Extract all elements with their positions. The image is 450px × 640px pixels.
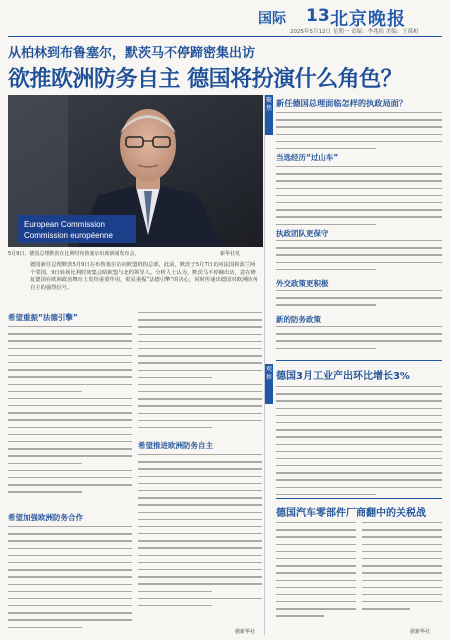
newspaper-logo: 北京晚报 (330, 9, 406, 30)
summary-text: 德国新任总理默茨5月9日在布鲁塞尔访问欧盟机构总部，此前，默茨于5月7日访问法国和波兰两个邻国，9日转场比利时密集会晤欧盟与北约领导人。分析人士认为，默茨马不停蹄出访，意在修复德国在欧洲政治舞台上发挥重要作用，彰显重振“法德引擎”的决心，同时传递出德国对欧洲防务自主的强烈信号。 (30, 262, 258, 291)
news-photo (8, 95, 263, 247)
right-rule-1 (276, 360, 442, 361)
right-subhead-1: 当选经历“过山车” (276, 153, 339, 162)
right-text-4 (276, 290, 442, 312)
kicker-headline: 从柏林到布鲁塞尔，默茨马不停蹄密集出访 (8, 46, 256, 61)
right-headline-1: 新任德国总理面临怎样的执政局面？ (276, 98, 408, 108)
photo-illustration (8, 95, 263, 247)
byline-right: 据新华社 (410, 629, 431, 635)
car-text-col-1 (276, 522, 356, 623)
photo-credit: 新华社发 (220, 251, 241, 257)
main-headline: 欲推欧洲防务自主 德国将扮演什么角色？ (8, 67, 403, 92)
right-rule-2 (276, 498, 442, 499)
page-number: 13 (306, 6, 330, 26)
right-subhead-4: 新的防务政策 (276, 315, 321, 324)
econ-text (276, 386, 442, 501)
right-text-5 (276, 326, 442, 355)
section-title-1: 希望重振“法德引擎” (8, 313, 78, 322)
banner-line-2: Commission européenne (24, 231, 113, 240)
article-column-1a (8, 326, 132, 499)
right-text-2 (276, 166, 442, 231)
article-column-1b (8, 526, 132, 634)
car-text-col-2 (362, 522, 442, 615)
photo-caption: 5月9日，德国总理默茨在比利时布鲁塞尔出席新闻发布会。 (8, 251, 140, 257)
right-text-1 (276, 112, 442, 155)
header-rule (8, 36, 442, 37)
byline-left: 据新华社 (235, 629, 256, 635)
article-column-2b (138, 454, 262, 612)
right-subhead-2: 执政团队更保守 (276, 229, 329, 238)
section-label: 国际 (258, 11, 286, 27)
econ-headline: 德国3月工业产出环比增长3% (276, 371, 410, 382)
right-text-3 (276, 240, 442, 276)
section-title-3: 希望推进欧洲防务自主 (138, 441, 213, 450)
article-column-2a (138, 312, 262, 434)
section-title-2: 希望加强欧洲防务合作 (8, 513, 83, 522)
feature-tag: 聚焦 (265, 95, 273, 135)
observation-tag: 观察 (265, 364, 273, 404)
car-headline: 德国汽车零部件厂商翻中的关税战 (276, 508, 426, 519)
date-line: 2025年5月12日 星期一 责编：李兆佑 美编：王葆桓 (290, 29, 419, 35)
right-subhead-3: 外交政策更积极 (276, 279, 329, 288)
banner-line-1: European Commission (24, 220, 105, 229)
